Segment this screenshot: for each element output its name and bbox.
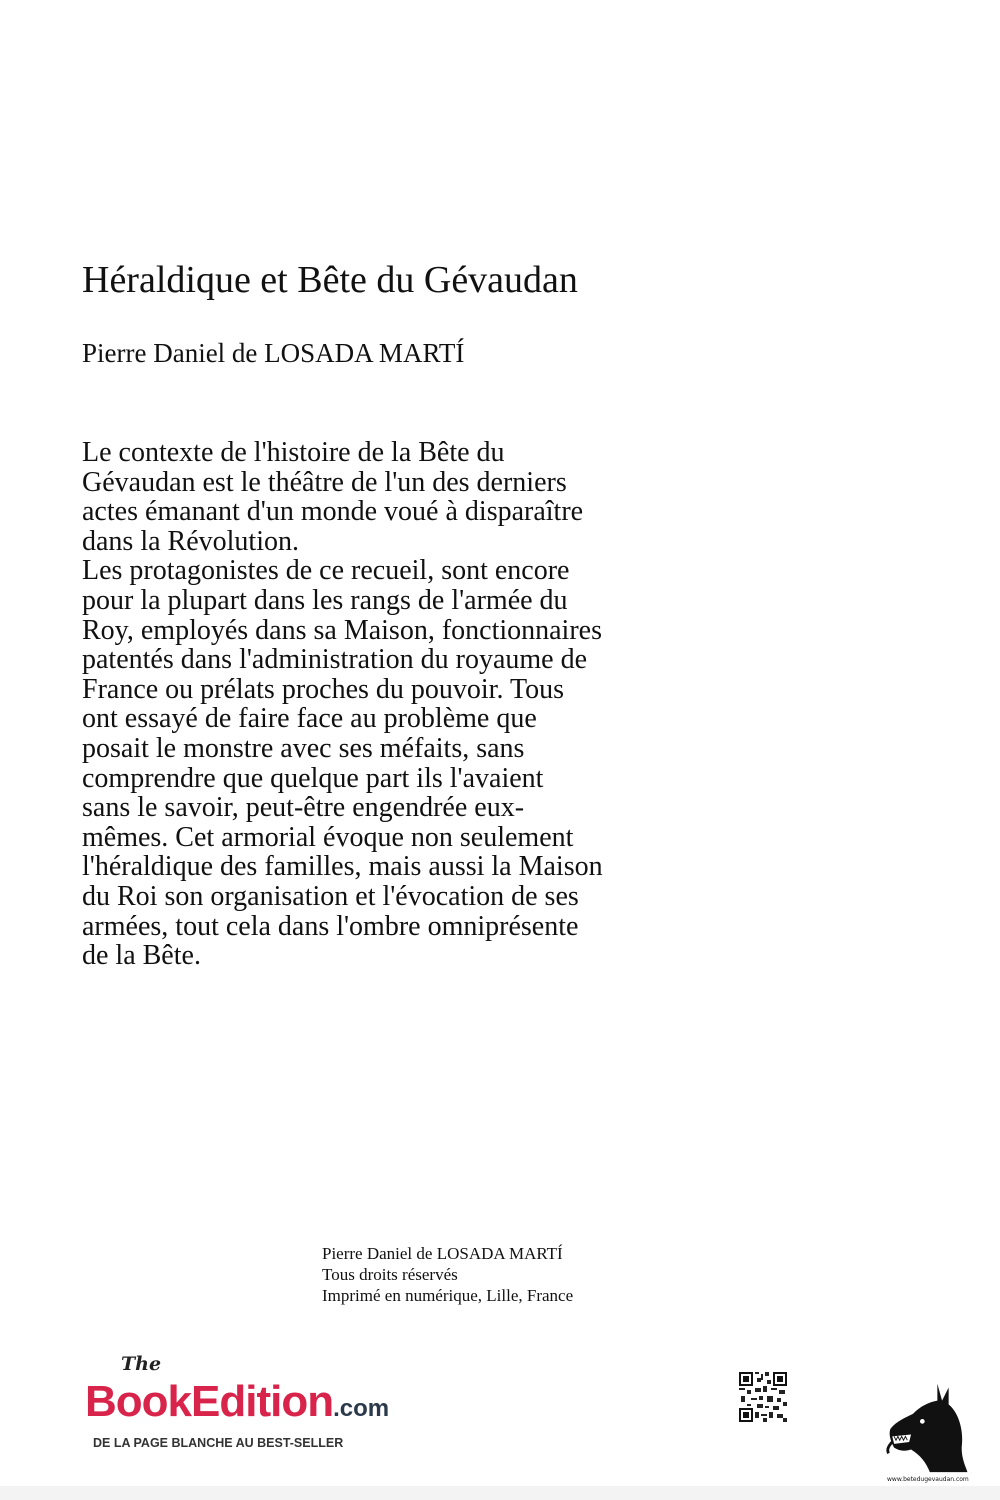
logo-the: The <box>121 1353 162 1375</box>
bottom-strip <box>0 1486 1000 1500</box>
blurb-line: comprendre que quelque part ils l'avaient <box>82 762 544 794</box>
blurb-line: France ou prélats proches du pouvoir. Tous <box>82 673 564 705</box>
blurb-line: de la Bête. <box>82 940 201 972</box>
book-author: Pierre Daniel de LOSADA MARTÍ <box>82 338 465 368</box>
blurb-line: Roy, employés dans sa Maison, fonctionnaires <box>82 614 602 646</box>
blurb-line: Les protagonistes de ce recueil, sont encore <box>82 555 570 587</box>
beast-url: www.betedugevaudan.com <box>887 1476 969 1483</box>
blurb-line: Le contexte de l'histoire de la Bête du <box>82 437 505 468</box>
blurb-line: mêmes. Cet armorial évoque non seulement <box>82 821 574 853</box>
logo-brand-name: BookEdition <box>85 1377 334 1426</box>
book-blurb <box>82 438 603 971</box>
book-title: Héraldique et Bête du Gévaudan <box>82 259 578 301</box>
blurb-line: pour la plupart dans les rangs de l'armée du <box>82 584 568 616</box>
blurb-line: dans la Révolution. <box>82 525 299 557</box>
blurb-line: armées, tout cela dans l'ombre omniprésente <box>82 910 579 942</box>
imprint-printed: Imprimé en numérique, Lille, France <box>322 1286 574 1305</box>
imprint-author: Pierre Daniel de LOSADA MARTÍ <box>322 1244 563 1263</box>
blurb-line: du Roi son organisation et l'évocation de ses <box>82 880 579 912</box>
imprint <box>322 1243 573 1306</box>
blurb-line: l'héraldique des familles, mais aussi la Maison <box>82 851 603 883</box>
logo-brand <box>85 1376 389 1435</box>
bookedition-logo <box>85 1352 389 1451</box>
blurb-line: posait le monstre avec ses méfaits, sans <box>82 732 525 764</box>
beast-of-gevaudan-icon <box>880 1380 975 1474</box>
logo-tagline: DE LA PAGE BLANCHE AU BEST-SELLER <box>93 1436 344 1450</box>
imprint-rights: Tous droits réservés <box>322 1265 458 1284</box>
blurb-line: Gévaudan est le théâtre de l'un des derniers <box>82 466 567 498</box>
blurb-line: sans le savoir, peut-être engendrée eux- <box>82 792 525 824</box>
qr-code-icon <box>739 1372 787 1422</box>
blurb-line: patentés dans l'administration du royaume de <box>82 644 588 676</box>
logo-domain: .com <box>333 1395 390 1422</box>
blurb-line: ont essayé de faire face au problème que <box>82 703 537 735</box>
blurb-line: actes émanant d'un monde voué à disparaître <box>82 496 584 528</box>
